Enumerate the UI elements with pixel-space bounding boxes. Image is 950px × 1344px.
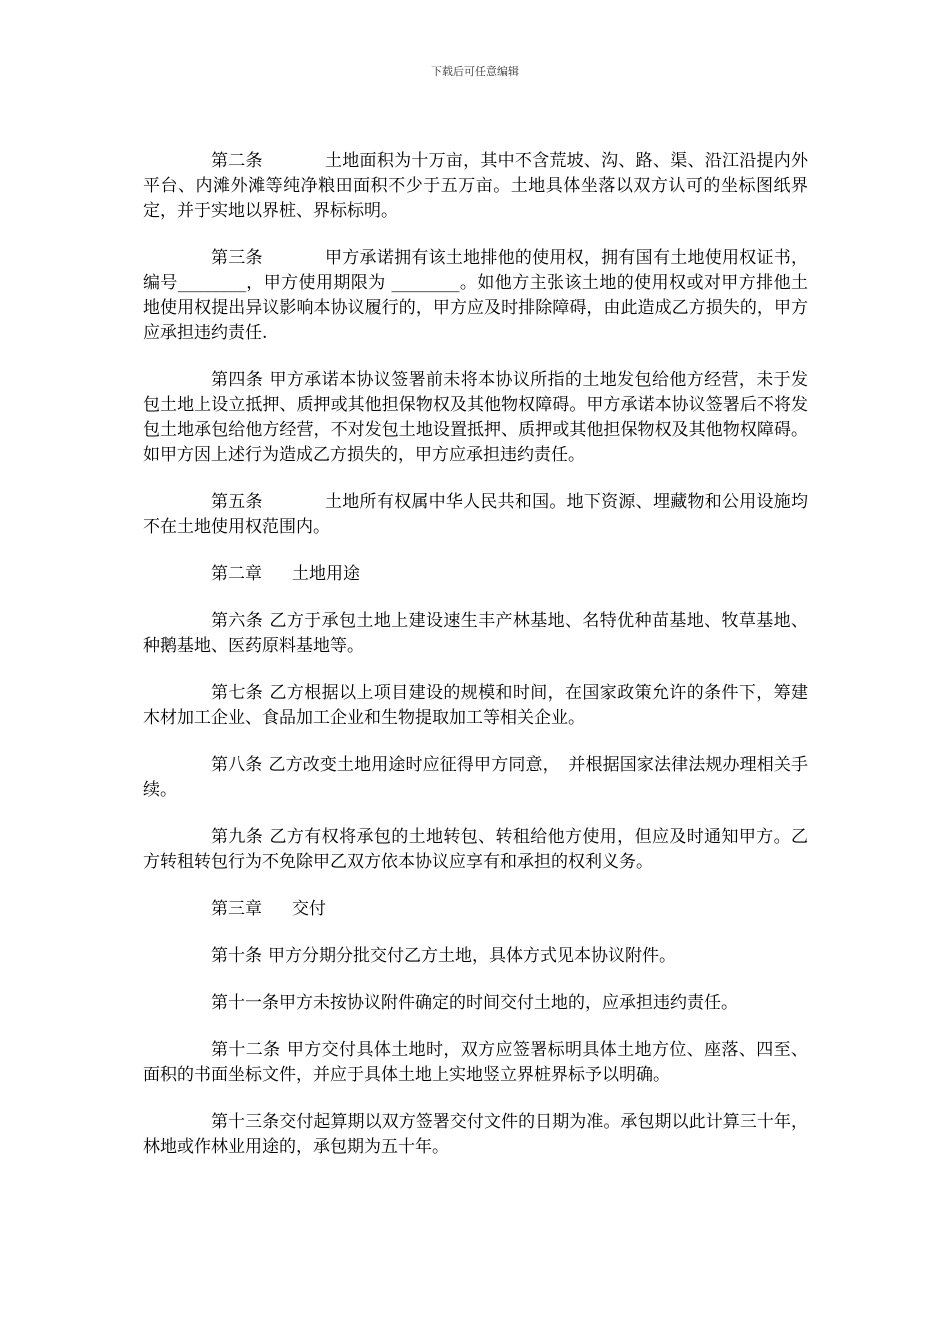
clause-3 [143, 246, 808, 346]
clause-10 [143, 944, 808, 969]
chapter-3-heading [143, 897, 808, 922]
clause-text: 甲方交付具体土地时，双方应签署标明具体土地方位、座落、四至、面积的书面坐标文件，并应于具体土地上实地竖立界桩界标予以明确。 [143, 1040, 809, 1085]
chapter-title: 土地用途 [292, 564, 360, 584]
clause-2 [143, 149, 808, 224]
clause-text: 甲方分期分批交付乙方土地，具体方式见本协议附件。 [268, 946, 676, 966]
clause-label: 第四条 [211, 370, 264, 390]
clause-text: 土地所有权属中华人民共和国。地下资源、埋藏物和公用设施均不在土地使用权范围内。 [143, 492, 809, 537]
clause-7 [143, 681, 808, 731]
document-body [143, 149, 808, 1182]
clause-text: 甲方承诺拥有该土地排他的使用权，拥有国有土地使用权证书，编号________，甲方使用期限为 ________。如他方主张该土地的使用权或对甲方排他土地使用权提出异议影响本协议履行的，甲方应及时排除障碍，由此造成乙方损失的，甲方应承担违约责任. [143, 248, 809, 343]
chapter-title: 交付 [292, 899, 326, 919]
clause-label: 第十三条 [211, 1112, 280, 1132]
clause-9 [143, 825, 808, 875]
clause-text: 甲方承诺本协议签署前未将本协议所指的土地发包给他方经营，未于发包土地上设立抵押、质押或其他担保物权及其他物权障碍。甲方承诺本协议签署后不将发包土地承包给他方经营，不对发包土地设置抵押、质押或其他担保物权及其他物权障碍。如甲方因上述行为造成乙方损失的，甲方应承担违约责任。 [143, 370, 809, 465]
clause-4 [143, 368, 808, 468]
page-header: 下载后可任意编辑 [431, 65, 519, 78]
clause-text: 土地面积为十万亩，其中不含荒坡、沟、路、渠、沿江沿提内外平台、内滩外滩等纯净粮田面积不少于五万亩。土地具体坐落以双方认可的坐标图纸界定，并于实地以界桩、界标标明。 [143, 151, 809, 221]
clause-8 [143, 753, 808, 803]
clause-label: 第三条 [211, 248, 263, 268]
clause-text: 乙方根据以上项目建设的规模和时间，在国家政策允许的条件下，筹建木材加工企业、食品加工企业和生物提取加工等相关企业。 [143, 683, 809, 728]
clause-text: 交付起算期以双方签署交付文件的日期为准。承包期以此计算三十年，林地或作林业用途的，承包期为五十年。 [143, 1112, 809, 1157]
clause-text: 甲方未按协议附件确定的时间交付土地的，应承担违约责任。 [279, 993, 738, 1013]
clause-label: 第六条 [211, 611, 264, 631]
clause-label: 第七条 [211, 683, 264, 703]
clause-label: 第五条 [211, 492, 263, 512]
clause-label: 第二条 [211, 151, 263, 171]
clause-label: 第八条 [211, 755, 263, 775]
clause-text: 乙方有权将承包的土地转包、转租给他方使用，但应及时通知甲方。乙方转租转包行为不免除甲乙双方依本协议应享有和承担的权利义务。 [143, 827, 809, 872]
clause-label: 第十二条 [211, 1040, 281, 1060]
chapter-label: 第二章 [211, 564, 262, 584]
clause-11 [143, 991, 808, 1016]
chapter-label: 第三章 [211, 899, 262, 919]
clause-12 [143, 1038, 808, 1088]
clause-6 [143, 609, 808, 659]
clause-text: 乙方于承包土地上建设速生丰产林基地、名特优种苗基地、牧草基地、种鹅基地、医药原料基地等。 [143, 611, 809, 656]
clause-label: 第十条 [211, 946, 262, 966]
clause-text: 乙方改变土地用途时应征得甲方同意， 并根据国家法律法规办理相关手续。 [143, 755, 809, 800]
clause-13 [143, 1110, 808, 1160]
chapter-2-heading [143, 562, 808, 587]
clause-label: 第九条 [211, 827, 264, 847]
clause-5 [143, 490, 808, 540]
clause-label: 第十一条 [211, 993, 279, 1013]
